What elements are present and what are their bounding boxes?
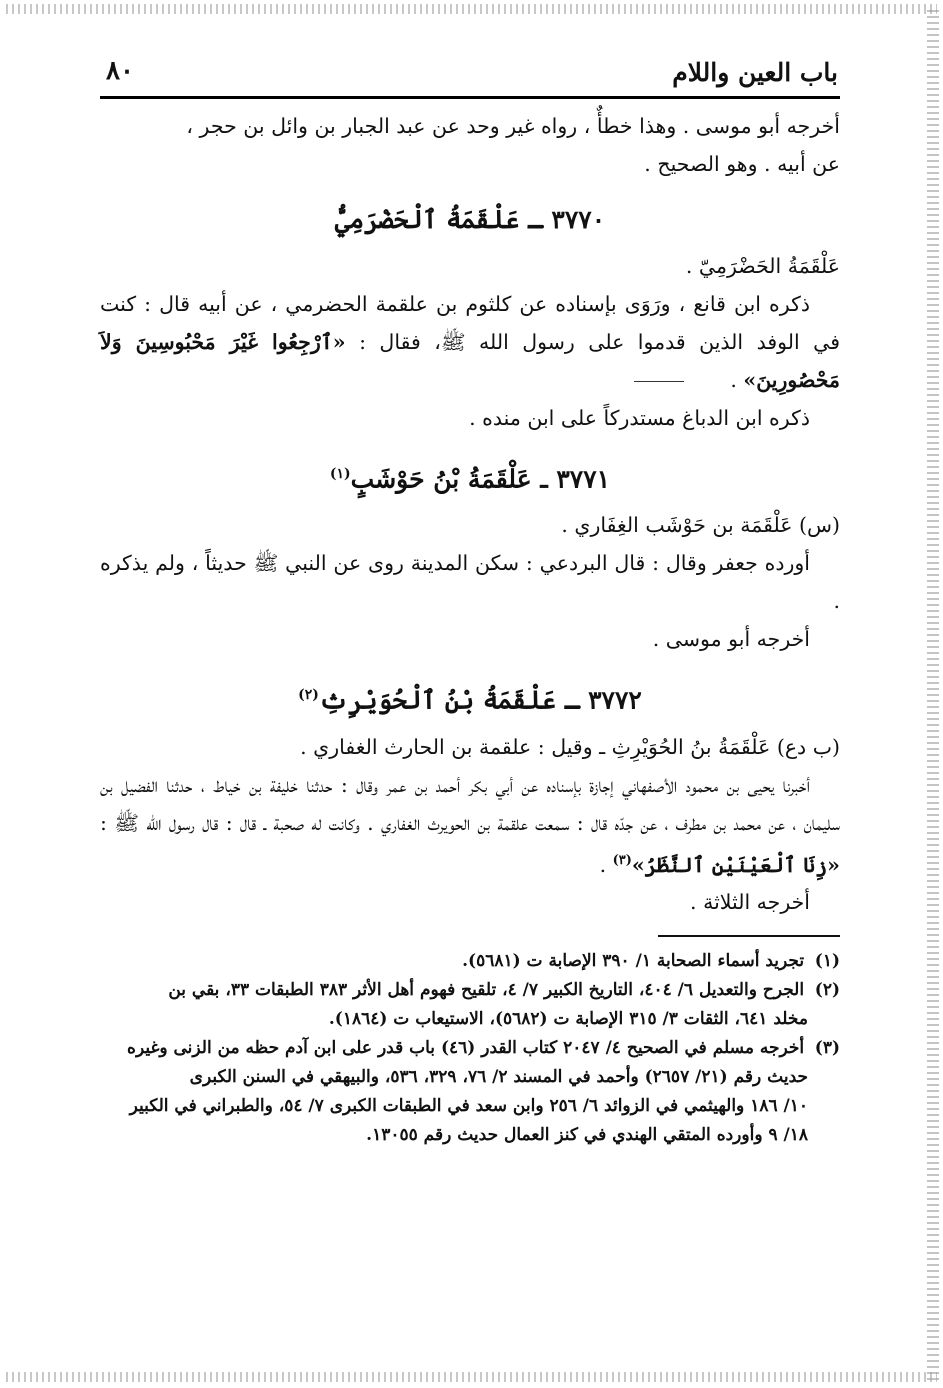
entry-name-line-3770: عَلْقَمَةُ الحَضْرَمِيّ . bbox=[685, 254, 840, 278]
footnote-line: تجريد أسماء الصحابة ١/ ٣٩٠ الإصابة ت (٥٦٨١). bbox=[462, 951, 805, 972]
footnote-line: ١٠/ ١٨٦ والهيثمي في الزوائد ٦/ ٢٥٦ وابن سعد في الطبقات الكبرى ٧/ ٥٤، والطبراني في الكبير bbox=[129, 1096, 808, 1117]
entry-text-body: ذكره ابن قانع ، ورَوَى بإسناده عن كلثوم بن علقمة الحضرمي ، عن أبيه قال : كنت في الوفد الذين قدموا على رسول الله ﷺ، فقال : bbox=[100, 292, 841, 354]
footnote-3 bbox=[100, 1034, 840, 1150]
entry-heading-3772 bbox=[100, 672, 840, 723]
entry-heading-3770 bbox=[100, 197, 840, 243]
footnote-ref: (١) bbox=[329, 466, 351, 482]
footnote-line: مخلد ٦٤١، الثقات ٣/ ٣١٥ الإصابة ت (٥٦٨٢)، الاستيعاب ت (١٨٦٤). bbox=[328, 1009, 808, 1030]
footnote-2 bbox=[100, 976, 840, 1034]
entry-name-line-3772: (ب دع) عَلْقَمَةُ بنُ الحُوَيْرِثِ ـ وقيل : علقمة بن الحارث الغفاري . bbox=[300, 734, 840, 759]
footnote-line: أخرجه مسلم في الصحيح ٤/ ٢٠٤٧ كتاب القدر (٤٦) باب قدر على ابن آدم حظه من الزنى وغيره bbox=[127, 1038, 805, 1059]
entry-name-line-3771: (س) عَلْقَمَة بن حَوْشَب الغِفَاري . bbox=[561, 513, 840, 538]
top-border-ornament bbox=[6, 4, 937, 14]
entry-text-body: أخبرنا يحيى بن محمود الأصفهاني إجازة بإسناده عن أبي بكر أحمد بن عمر وقال : حدثنا خليفة بن خياط ، حدثنا الفضيل بن سليمان ، عن محمد بن مطرف ، عن جدّه قال : سمعت علقمة بن الحويرث الغفاري . وكانت له صحبة ـ قال : قال رسول الله ﷺ : bbox=[100, 772, 840, 835]
entry-text-end: . bbox=[599, 852, 613, 877]
entry-text-3770 bbox=[100, 285, 840, 399]
chapter-title: باب العين واللام bbox=[672, 58, 838, 87]
intro-line-1: أخرجه أبو موسى . وهذا خطأٌ ، رواه غير وحد عن عبد الجبار بن وائل بن حجر ، bbox=[186, 114, 840, 138]
hadith-quote: «زِنَا ٱلْعَيْنَيْنِ ٱلنَّظَرُ» bbox=[631, 852, 840, 877]
page-body bbox=[100, 107, 840, 921]
hadith-quote: «ٱرْجِعُوا غَيْرَ مَحْبُوسِينَ وَلاَ مَحْصُورِينَ» bbox=[100, 330, 840, 392]
footnote-mark: (٣) bbox=[814, 1038, 840, 1059]
footnote-mark: (١) bbox=[814, 951, 840, 972]
footnote-separator bbox=[658, 935, 840, 937]
footnote-mark: (٢) bbox=[814, 980, 840, 1001]
inline-rule bbox=[634, 381, 684, 382]
footnotes bbox=[100, 947, 840, 1150]
entry-heading-text: ٣٧٧١ ـ عَلْقَمَةُ بْنُ حَوْشَبٍ bbox=[350, 464, 611, 494]
footnote-line: حديث رقم (٢١/ ٢٦٥٧) وأحمد في المسند ٢/ ٧٦، ٣٢٩، ٥٣٦، والبيهقي في السنن الكبرى bbox=[189, 1067, 808, 1088]
book-page bbox=[100, 52, 840, 1362]
footnote-1 bbox=[100, 947, 840, 976]
entry-note-3770: ذكره ابن الدباغ مستدركاً على ابن منده . bbox=[469, 406, 810, 430]
footnote-ref: (٢) bbox=[298, 687, 319, 704]
entry-heading-3771 bbox=[100, 451, 840, 502]
right-border-ornament bbox=[927, 6, 939, 1380]
footnote-line: ١٨/ ٩ وأورده المتقي الهندي في كنز العمال حديث رقم ١٣٠٥٥. bbox=[366, 1125, 808, 1146]
footnote-ref: (٣) bbox=[612, 852, 632, 868]
entry-heading-text: ٣٧٧٠ ـ عَلْقَمَةُ ٱلْحَضْرَمِيُّ bbox=[334, 205, 606, 234]
intro-paragraph bbox=[100, 107, 840, 183]
footnote-line: الجرح والتعديل ٦/ ٤٠٤، التاريخ الكبير ٧/ ٤، تلقيح فهوم أهل الأثر ٣٨٣ الطبقات ٣٣، بقي بن bbox=[168, 980, 805, 1001]
page-number: ٨٠ bbox=[106, 56, 134, 86]
entry-note-3771: أخرجه أبو موسى . bbox=[652, 627, 810, 652]
entry-text-3771: أورده جعفر وقال : قال البردعي : سكن المدينة روى عن النبي ﷺ حديثاً ، ولم يذكره . bbox=[100, 551, 840, 614]
entry-heading-text: ٣٧٧٢ ـ عَلْقَمَةُ بْنُ ٱلْحُوَيْرِثِ bbox=[318, 685, 642, 715]
entry-text-3772 bbox=[100, 766, 840, 884]
entry-text-end: . bbox=[730, 368, 744, 392]
page-header bbox=[100, 52, 840, 99]
bottom-border-ornament bbox=[6, 1372, 937, 1382]
entry-note-3772: أخرجه الثلاثة . bbox=[690, 890, 810, 915]
intro-line-2: عن أبيه . وهو الصحيح . bbox=[644, 152, 840, 176]
